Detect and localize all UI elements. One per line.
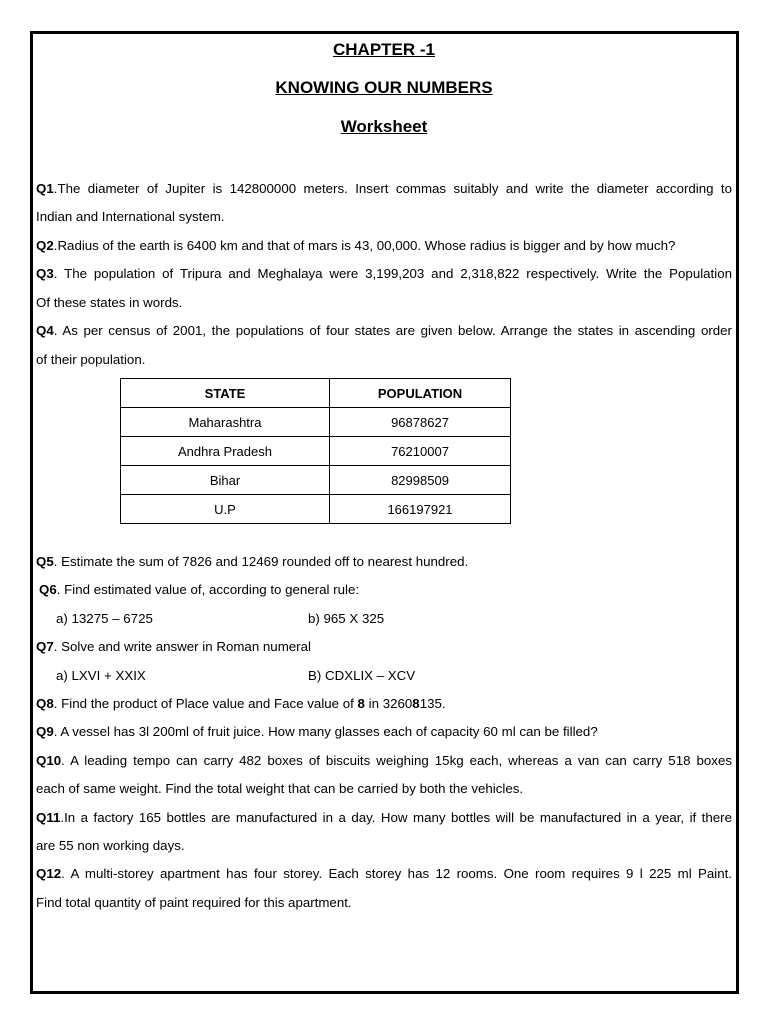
- table-cell: 166197921: [330, 495, 511, 524]
- question-7-part-a: a) LXVI + XXIX: [56, 668, 146, 683]
- question-11-cont: are 55 non working days.: [36, 838, 185, 853]
- table-cell: Bihar: [121, 466, 330, 495]
- table-cell: 76210007: [330, 437, 511, 466]
- question-8: Q8. Find the product of Place value and Face value of 8 in 32608135.: [36, 696, 446, 711]
- question-2: Q2.Radius of the earth is 6400 km and that of mars is 43, 00,000. Whose radius is bigger and by how much?: [36, 238, 676, 253]
- table-row: [121, 466, 511, 495]
- question-4: Q4. As per census of 2001, the populations of four states are given below. Arrange the states in ascending order: [36, 323, 732, 338]
- table-cell: Andhra Pradesh: [121, 437, 330, 466]
- page-title: KNOWING OUR NUMBERS: [275, 78, 493, 97]
- table-row: [121, 495, 511, 524]
- table-cell: Maharashtra: [121, 408, 330, 437]
- question-10-cont: each of same weight. Find the total weight that can be carried by both the vehicles.: [36, 781, 524, 796]
- question-5: Q5. Estimate the sum of 7826 and 12469 rounded off to nearest hundred.: [36, 554, 469, 569]
- question-12-cont: Find total quantity of paint required for this apartment.: [36, 895, 352, 910]
- table-row: [121, 437, 511, 466]
- question-3-cont: Of these states in words.: [36, 295, 183, 310]
- question-9: Q9. A vessel has 3l 200ml of fruit juice. How many glasses each of capacity 60 ml can be filled?: [36, 724, 598, 739]
- question-10: Q10. A leading tempo can carry 482 boxes of biscuits weighing 15kg each, whereas a van can carry 518 boxes: [36, 753, 732, 768]
- question-1: Q1.The diameter of Jupiter is 142800000 meters. Insert commas suitably and write the diameter according to: [36, 181, 732, 196]
- chapter-heading: CHAPTER -1: [332, 40, 435, 59]
- table-cell: 82998509: [330, 466, 511, 495]
- question-6-part-a: a) 13275 – 6725: [56, 611, 153, 626]
- question-1-cont: Indian and International system.: [36, 209, 225, 224]
- table-header: POPULATION: [330, 379, 511, 408]
- table-header: STATE: [121, 379, 330, 408]
- table-cell: U.P: [121, 495, 330, 524]
- population-table: [120, 378, 511, 524]
- question-7-part-b: B) CDXLIX – XCV: [308, 668, 416, 683]
- question-7: Q7. Solve and write answer in Roman numeral: [36, 639, 311, 654]
- question-6: Q6. Find estimated value of, according to general rule:: [39, 582, 360, 597]
- question-12: Q12. A multi-storey apartment has four storey. Each storey has 12 rooms. One room requires 9 l 225 ml Paint.: [36, 866, 732, 881]
- table-cell: 96878627: [330, 408, 511, 437]
- table-header-row: [121, 379, 511, 408]
- question-6-part-b: b) 965 X 325: [308, 611, 385, 626]
- question-3: Q3. The population of Tripura and Meghalaya were 3,199,203 and 2,318,822 respectively. Write the Population: [36, 266, 732, 281]
- table-row: [121, 408, 511, 437]
- question-4-cont: of their population.: [36, 352, 146, 367]
- question-11: Q11.In a factory 165 bottles are manufactured in a day. How many bottles will be manufactured in a year, if there: [36, 810, 732, 825]
- worksheet-subtitle: Worksheet: [340, 117, 428, 136]
